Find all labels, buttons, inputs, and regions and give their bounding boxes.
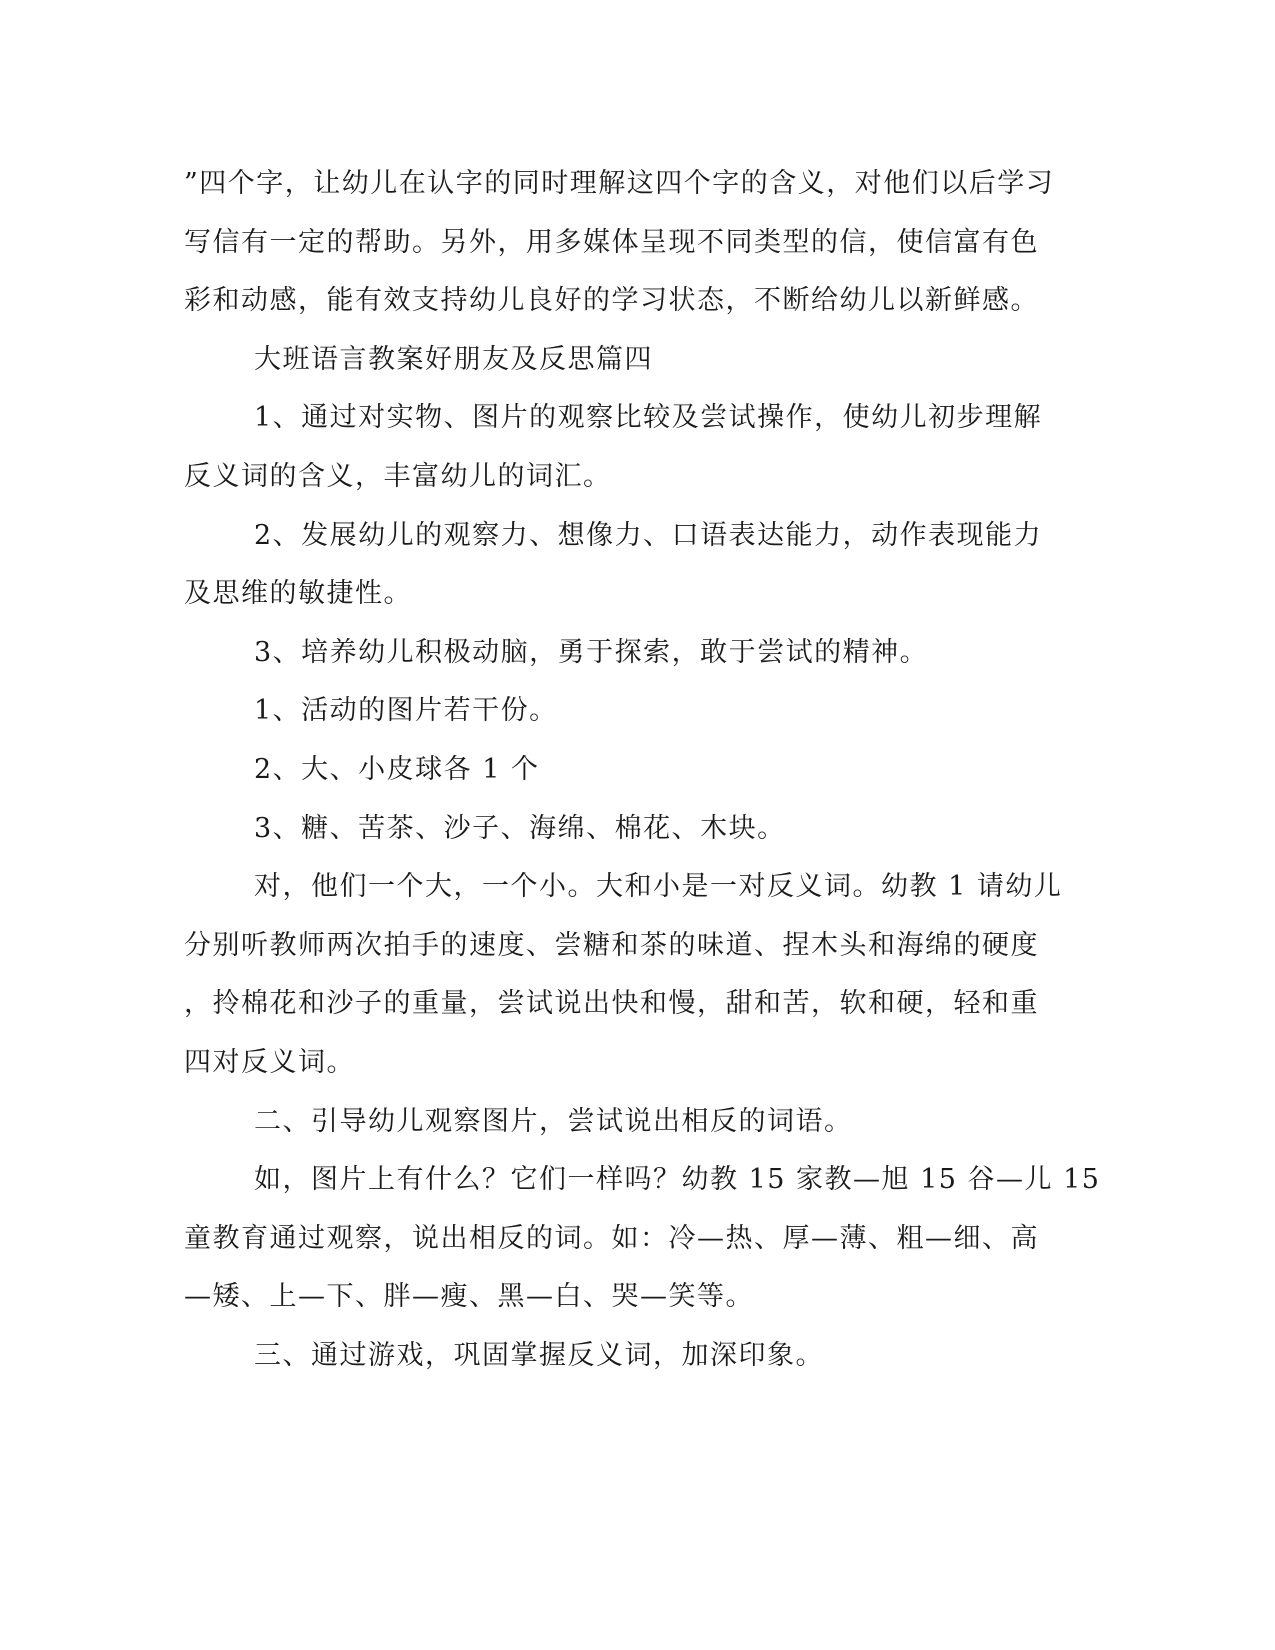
- text-line: 及思维的敏捷性。: [184, 578, 412, 610]
- text-line: 分别听教师两次拍手的速度、尝糖和茶的味道、捏木头和海绵的硬度: [184, 929, 1039, 961]
- text-line: 对，他们一个大，一个小。大和小是一对反义词。幼教 1 请幼儿: [254, 871, 1063, 903]
- text-line: 1、通过对实物、图片的观察比较及尝试操作，使幼儿初步理解: [254, 402, 1043, 434]
- text-line: 二、引导幼儿观察图片，尝试说出相反的词语。: [254, 1105, 853, 1137]
- text-line: 童教育通过观察，说出相反的词。如：冷—热、厚—薄、粗—细、高: [184, 1222, 1039, 1254]
- text-line: —矮、上—下、胖—瘦、黑—白、哭—笑等。: [184, 1281, 754, 1313]
- text-line: 四对反义词。: [184, 1046, 355, 1078]
- text-line: ”四个字，让幼儿在认字的同时理解这四个字的含义，对他们以后学习: [184, 168, 1055, 199]
- text-line: ，拎棉花和沙子的重量，尝试说出快和慢，甜和苦，软和硬，轻和重: [184, 988, 1039, 1020]
- text-line: 1、活动的图片若干份。: [254, 695, 558, 727]
- text-line: 2、大、小皮球各 1 个: [254, 753, 540, 785]
- section-heading: 大班语言教案好朋友及反思篇四: [254, 343, 653, 375]
- text-line: 3、培养幼儿积极动脑，勇于探索，敢于尝试的精神。: [254, 636, 929, 668]
- text-line: 反义词的含义，丰富幼儿的词汇。: [184, 460, 612, 492]
- text-line: 2、发展幼儿的观察力、想像力、口语表达能力，动作表现能力: [254, 519, 1043, 551]
- text-line: 三、通过游戏，巩固掌握反义词，加深印象。: [254, 1339, 824, 1371]
- text-line: 如，图片上有什么？它们一样吗？幼教 15 家教—旭 15 谷—儿 15: [254, 1164, 1101, 1196]
- document-body: [184, 155, 1101, 1385]
- text-line: 彩和动感，能有效支持幼儿良好的学习状态，不断给幼儿以新鲜感。: [184, 285, 1039, 317]
- text-line: 写信有一定的帮助。另外，用多媒体呈现不同类型的信，使信富有色: [184, 226, 1039, 258]
- text-line: 3、糖、苦茶、沙子、海绵、棉花、木块。: [254, 812, 786, 844]
